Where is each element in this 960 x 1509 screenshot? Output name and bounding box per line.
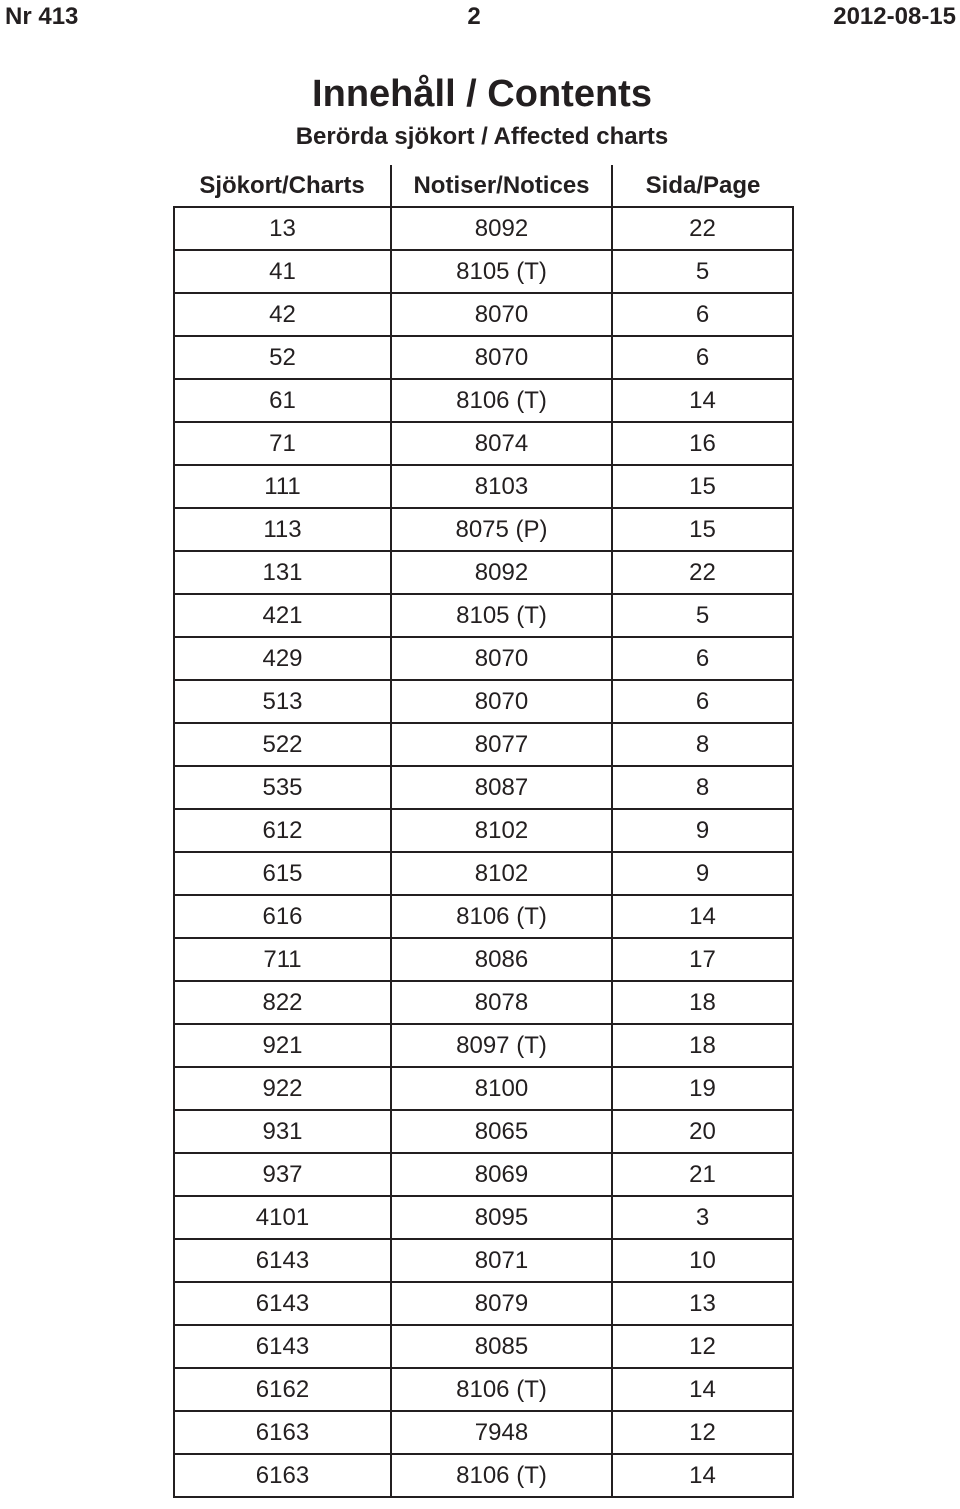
chart-cell: 6162 [174, 1368, 391, 1411]
page-cell: 19 [612, 1067, 793, 1110]
column-header-page: Sida/Page [612, 165, 793, 207]
table-body [174, 207, 793, 1497]
chart-cell: 131 [174, 551, 391, 594]
chart-cell: 937 [174, 1153, 391, 1196]
notice-cell: 8078 [391, 981, 612, 1024]
chart-cell: 71 [174, 422, 391, 465]
notice-cell: 8106 (T) [391, 1454, 612, 1497]
table-row [174, 1454, 793, 1497]
notice-cell: 8071 [391, 1239, 612, 1282]
page-cell: 14 [612, 379, 793, 422]
column-header-notices: Notiser/Notices [391, 165, 612, 207]
notice-cell: 8103 [391, 465, 612, 508]
table-row [174, 1024, 793, 1067]
table-row [174, 250, 793, 293]
notice-cell: 7948 [391, 1411, 612, 1454]
notice-cell: 8074 [391, 422, 612, 465]
page-cell: 10 [612, 1239, 793, 1282]
chart-cell: 429 [174, 637, 391, 680]
chart-cell: 6143 [174, 1239, 391, 1282]
page-cell: 8 [612, 723, 793, 766]
table-row [174, 1110, 793, 1153]
page-cell: 20 [612, 1110, 793, 1153]
page-cell: 16 [612, 422, 793, 465]
notice-cell: 8102 [391, 852, 612, 895]
page-subtitle: Berörda sjökort / Affected charts [295, 123, 669, 150]
chart-cell: 535 [174, 766, 391, 809]
page-cell: 6 [612, 293, 793, 336]
notice-cell: 8092 [391, 207, 612, 250]
chart-cell: 113 [174, 508, 391, 551]
table-header-row [174, 165, 793, 207]
chart-cell: 41 [174, 250, 391, 293]
notice-cell: 8105 (T) [391, 250, 612, 293]
page-cell: 8 [612, 766, 793, 809]
table-row [174, 594, 793, 637]
chart-cell: 522 [174, 723, 391, 766]
chart-cell: 616 [174, 895, 391, 938]
table-row [174, 1368, 793, 1411]
notice-cell: 8070 [391, 680, 612, 723]
chart-cell: 931 [174, 1110, 391, 1153]
table-row [174, 422, 793, 465]
page-cell: 15 [612, 465, 793, 508]
chart-cell: 52 [174, 336, 391, 379]
page-cell: 22 [612, 207, 793, 250]
notice-cell: 8097 (T) [391, 1024, 612, 1067]
chart-cell: 111 [174, 465, 391, 508]
notice-cell: 8100 [391, 1067, 612, 1110]
page-cell: 6 [612, 336, 793, 379]
page-cell: 5 [612, 250, 793, 293]
table-row [174, 1325, 793, 1368]
table-row [174, 809, 793, 852]
notice-cell: 8079 [391, 1282, 612, 1325]
page-cell: 6 [612, 680, 793, 723]
table-row [174, 551, 793, 594]
notice-cell: 8065 [391, 1110, 612, 1153]
page-cell: 3 [612, 1196, 793, 1239]
page-cell: 12 [612, 1411, 793, 1454]
page-number: 2 [467, 3, 481, 30]
notice-cell: 8077 [391, 723, 612, 766]
chart-cell: 6163 [174, 1454, 391, 1497]
issue-number: Nr 413 [5, 3, 79, 30]
chart-cell: 711 [174, 938, 391, 981]
table-row [174, 637, 793, 680]
notice-cell: 8092 [391, 551, 612, 594]
table-row [174, 379, 793, 422]
table-row [174, 895, 793, 938]
table-row [174, 1411, 793, 1454]
page-cell: 15 [612, 508, 793, 551]
column-header-charts: Sjökort/Charts [174, 165, 391, 207]
notice-cell: 8075 (P) [391, 508, 612, 551]
notice-cell: 8070 [391, 336, 612, 379]
table-row [174, 207, 793, 250]
affected-charts-table [173, 165, 794, 1498]
chart-cell: 513 [174, 680, 391, 723]
chart-cell: 922 [174, 1067, 391, 1110]
table-row [174, 723, 793, 766]
table-row [174, 680, 793, 723]
page-cell: 18 [612, 981, 793, 1024]
page-cell: 13 [612, 1282, 793, 1325]
table-row [174, 293, 793, 336]
chart-cell: 42 [174, 293, 391, 336]
page-cell: 17 [612, 938, 793, 981]
table-row [174, 465, 793, 508]
table-row [174, 508, 793, 551]
chart-cell: 6143 [174, 1282, 391, 1325]
chart-cell: 61 [174, 379, 391, 422]
page-cell: 9 [612, 852, 793, 895]
notice-cell: 8106 (T) [391, 1368, 612, 1411]
table-row [174, 1196, 793, 1239]
table-row [174, 1282, 793, 1325]
notice-cell: 8102 [391, 809, 612, 852]
chart-cell: 615 [174, 852, 391, 895]
page-cell: 14 [612, 1454, 793, 1497]
page-cell: 9 [612, 809, 793, 852]
table-row [174, 938, 793, 981]
issue-date: 2012-08-15 [833, 3, 956, 30]
notice-cell: 8070 [391, 293, 612, 336]
chart-cell: 612 [174, 809, 391, 852]
page-cell: 6 [612, 637, 793, 680]
page-title: Innehåll / Contents [312, 73, 652, 115]
notice-cell: 8095 [391, 1196, 612, 1239]
notice-cell: 8085 [391, 1325, 612, 1368]
page-cell: 5 [612, 594, 793, 637]
chart-cell: 421 [174, 594, 391, 637]
chart-cell: 4101 [174, 1196, 391, 1239]
notice-cell: 8087 [391, 766, 612, 809]
notice-cell: 8105 (T) [391, 594, 612, 637]
page-cell: 18 [612, 1024, 793, 1067]
table-row [174, 1067, 793, 1110]
notice-cell: 8070 [391, 637, 612, 680]
notice-cell: 8069 [391, 1153, 612, 1196]
page-cell: 12 [612, 1325, 793, 1368]
page-cell: 14 [612, 1368, 793, 1411]
page-cell: 14 [612, 895, 793, 938]
notice-cell: 8106 (T) [391, 379, 612, 422]
notice-cell: 8106 (T) [391, 895, 612, 938]
table-row [174, 1239, 793, 1282]
chart-cell: 822 [174, 981, 391, 1024]
page-cell: 21 [612, 1153, 793, 1196]
table-row [174, 852, 793, 895]
table-row [174, 1153, 793, 1196]
table-row [174, 766, 793, 809]
table-row [174, 981, 793, 1024]
page-cell: 22 [612, 551, 793, 594]
chart-cell: 6163 [174, 1411, 391, 1454]
chart-cell: 13 [174, 207, 391, 250]
chart-cell: 6143 [174, 1325, 391, 1368]
chart-cell: 921 [174, 1024, 391, 1067]
table-row [174, 336, 793, 379]
notice-cell: 8086 [391, 938, 612, 981]
